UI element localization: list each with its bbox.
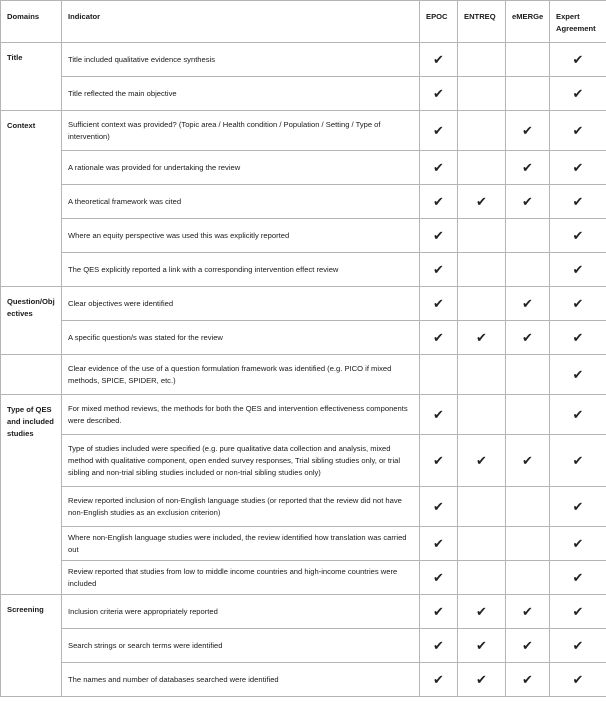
entreq-cell [458,287,506,321]
entreq-cell [458,595,506,629]
expert-cell [550,395,606,435]
table-row [1,185,606,219]
indicator-cell: Where non-English language studies were included, the review identified how translation was carried out [62,527,420,561]
epoc-cell [420,111,458,151]
checkmark-icon: ✔ [476,329,487,345]
indicator-cell: A rationale was provided for undertaking the review [62,151,420,185]
checkmark-icon: ✔ [433,637,444,653]
emerge-cell [506,185,550,219]
checkmark-icon: ✔ [433,227,444,243]
checkmark-icon: ✔ [572,159,584,175]
checkmark-icon: ✔ [572,261,584,277]
table-row [1,355,606,395]
emerge-cell [506,77,550,111]
indicator-cell: Search strings or search terms were identified [62,629,420,663]
table-row [1,321,606,355]
table-row [1,595,606,629]
checkmark-icon: ✔ [433,498,444,514]
checkmark-icon: ✔ [433,329,444,345]
header-domains: Domains [1,1,62,43]
emerge-cell [506,253,550,287]
entreq-cell [458,435,506,487]
checkmark-icon: ✔ [572,569,584,585]
entreq-cell [458,77,506,111]
checkmark-icon: ✔ [522,159,533,175]
emerge-cell [506,629,550,663]
epoc-cell [420,77,458,111]
table-row [1,43,606,77]
header-row [1,1,606,43]
indicator-cell: Title reflected the main objective [62,77,420,111]
epoc-cell [420,435,458,487]
domain-cell: Context [1,111,62,287]
expert-cell [550,321,606,355]
expert-cell [550,629,606,663]
domain-cell: Title [1,43,62,111]
entreq-cell [458,395,506,435]
checkmark-icon: ✔ [572,329,584,345]
entreq-cell [458,561,506,595]
expert-cell [550,77,606,111]
table-row [1,287,606,321]
entreq-cell [458,111,506,151]
expert-cell [550,253,606,287]
checkmark-icon: ✔ [522,329,533,345]
indicator-cell: For mixed method reviews, the methods for both the QES and intervention effectiveness components were described. [62,395,420,435]
table-row [1,395,606,435]
table-row [1,111,606,151]
checkmark-icon: ✔ [433,261,444,277]
indicator-cell: A theoretical framework was cited [62,185,420,219]
emerge-cell [506,219,550,253]
table-row [1,151,606,185]
checkmark-icon: ✔ [433,406,444,422]
indicator-cell: Clear evidence of the use of a question formulation framework was identified (e.g. PICO if mixed methods, SPICE, SPIDER, etc.) [62,355,420,395]
epoc-cell [420,561,458,595]
entreq-cell [458,185,506,219]
domain-cell [1,355,62,395]
checkmark-icon: ✔ [572,603,584,619]
expert-cell [550,185,606,219]
checkmark-icon: ✔ [522,452,533,468]
domain-cell: Question/Obj ectives [1,287,62,355]
checkmark-icon: ✔ [433,122,444,138]
table-row [1,435,606,487]
indicator-cell: Review reported that studies from low to middle income countries and high-income countries were included [62,561,420,595]
entreq-cell [458,355,506,395]
checkmark-icon: ✔ [522,193,533,209]
domain-cell: Type of QES and included studies [1,395,62,595]
indicator-cell: Where an equity perspective was used this was explicitly reported [62,219,420,253]
emerge-cell [506,435,550,487]
checkmark-icon: ✔ [433,535,444,551]
expert-cell [550,287,606,321]
checkmark-icon: ✔ [572,535,584,551]
expert-cell [550,561,606,595]
emerge-cell [506,663,550,697]
expert-cell [550,595,606,629]
checkmark-icon: ✔ [522,295,533,311]
checkmark-icon: ✔ [572,498,584,514]
checkmark-icon: ✔ [522,671,533,687]
header-indicator: Indicator [62,1,420,43]
table-row [1,629,606,663]
entreq-cell [458,321,506,355]
indicator-cell: The QES explicitly reported a link with a corresponding intervention effect review [62,253,420,287]
checkmark-icon: ✔ [572,452,584,468]
expert-cell [550,663,606,697]
expert-cell [550,487,606,527]
indicator-cell: The names and number of databases searched were identified [62,663,420,697]
table-row [1,527,606,561]
epoc-cell [420,253,458,287]
checkmark-icon: ✔ [572,295,584,311]
indicator-cell: Type of studies included were specified (e.g. pure qualitative data collection and analysis, mixed method with qualitative component, open ended survey responses, Trial sibling studies only, or trial sibling and non-trial sibling studies included or non-trial sibling studies only) [62,435,420,487]
emerge-cell [506,151,550,185]
checkmark-icon: ✔ [476,193,487,209]
epoc-cell [420,663,458,697]
indicator-cell: Review reported inclusion of non-English language studies (or reported that the review did not have non-English studies as an exclusion criterion) [62,487,420,527]
expert-cell [550,435,606,487]
emerge-cell [506,355,550,395]
epoc-cell [420,595,458,629]
table-body [1,43,606,697]
checkmark-icon: ✔ [476,452,487,468]
checkmark-icon: ✔ [572,193,584,209]
emerge-cell [506,561,550,595]
emerge-cell [506,321,550,355]
epoc-cell [420,185,458,219]
table-row [1,77,606,111]
header-emerge: eMERGe [506,1,550,43]
epoc-cell [420,355,458,395]
entreq-cell [458,219,506,253]
checkmark-icon: ✔ [572,637,584,653]
checkmark-icon: ✔ [522,122,533,138]
table-row [1,663,606,697]
entreq-cell [458,253,506,287]
emerge-cell [506,111,550,151]
entreq-cell [458,151,506,185]
emerge-cell [506,487,550,527]
indicator-cell: A specific question/s was stated for the review [62,321,420,355]
epoc-cell [420,527,458,561]
entreq-cell [458,663,506,697]
epoc-cell [420,321,458,355]
table-row [1,487,606,527]
epoc-cell [420,287,458,321]
epoc-cell [420,395,458,435]
indicator-cell: Sufficient context was provided? (Topic area / Health condition / Population / Setting / Type of intervention) [62,111,420,151]
epoc-cell [420,151,458,185]
epoc-cell [420,219,458,253]
emerge-cell [506,287,550,321]
indicator-cell: Clear objectives were identified [62,287,420,321]
entreq-cell [458,43,506,77]
header-expert-agreement: Expert Agreement [550,1,606,43]
checkmark-icon: ✔ [572,122,584,138]
checkmark-icon: ✔ [433,193,444,209]
table-row [1,253,606,287]
emerge-cell [506,395,550,435]
indicator-cell: Inclusion criteria were appropriately reported [62,595,420,629]
expert-cell [550,355,606,395]
emerge-cell [506,43,550,77]
header-epoc: EPOC [420,1,458,43]
checkmark-icon: ✔ [476,671,487,687]
expert-cell [550,151,606,185]
checkmark-icon: ✔ [433,671,444,687]
emerge-cell [506,527,550,561]
domain-cell: Screening [1,595,62,697]
checkmark-icon: ✔ [476,637,487,653]
checkmark-icon: ✔ [572,51,584,67]
emerge-cell [506,595,550,629]
expert-cell [550,219,606,253]
checkmark-icon: ✔ [522,637,533,653]
epoc-cell [420,487,458,527]
entreq-cell [458,629,506,663]
checkmark-icon: ✔ [433,569,444,585]
checkmark-icon: ✔ [476,603,487,619]
table-row [1,219,606,253]
expert-cell [550,43,606,77]
checkmark-icon: ✔ [433,85,444,101]
checkmark-icon: ✔ [433,159,444,175]
epoc-cell [420,43,458,77]
expert-cell [550,527,606,561]
checkmark-icon: ✔ [522,603,533,619]
entreq-cell [458,527,506,561]
entreq-cell [458,487,506,527]
checkmark-icon: ✔ [572,366,584,382]
checkmark-icon: ✔ [433,603,444,619]
checkmark-icon: ✔ [572,85,584,101]
checkmark-icon: ✔ [572,406,584,422]
checkmark-icon: ✔ [433,51,444,67]
table-row [1,561,606,595]
epoc-cell [420,629,458,663]
checkmark-icon: ✔ [433,452,444,468]
expert-cell [550,111,606,151]
indicator-cell: Title included qualitative evidence synthesis [62,43,420,77]
checkmark-icon: ✔ [572,227,584,243]
checkmark-icon: ✔ [433,295,444,311]
checkmark-icon: ✔ [572,671,584,687]
header-entreq: ENTREQ [458,1,506,43]
